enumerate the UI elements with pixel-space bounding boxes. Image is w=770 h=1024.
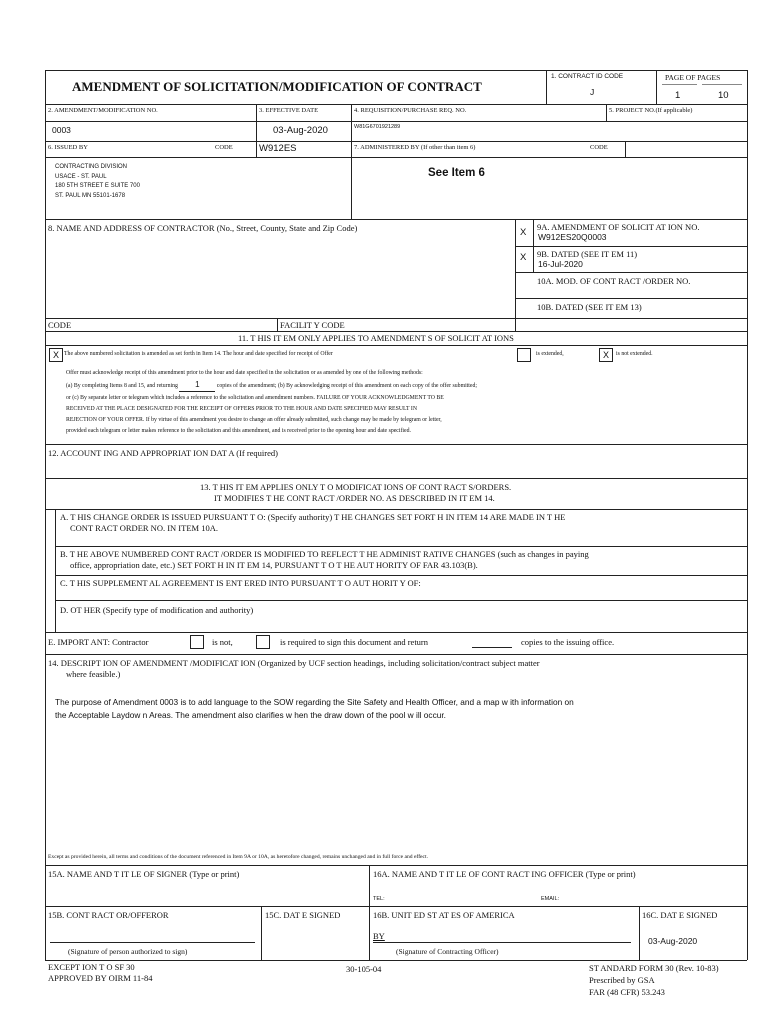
requisition-label: 4. REQUISITION/PURCHASE REQ. NO. — [354, 107, 467, 114]
item13-line1: 13. T HIS IT EM APPLIES ONLY T O MODIFICAT IONS OF CONT RACT S/ORDERS. — [200, 482, 512, 492]
is-extended-label: is extended, — [536, 351, 564, 357]
contractor-is-not-checkbox[interactable] — [190, 635, 204, 649]
offer-instructions: Offer must acknowledge receipt of this amendment prior to the hour and date specified in the solicitation or as amended by one of the following methods: (a) By completing Items 8 and 15, and returning 1 copies of the amendment; (b) By acknowledging receipt of this amendment on each copy of the offer submitted; or (c) By separate letter or telegram which includes a reference to the solicitation and amendment numbers. FAILURE OF YOUR ACKNOWLEDGMENT TO BE RECEIVED AT THE PLACE DESIGNATED FOR THE RECEIPT OF OFFERS PRIOR TO THE HOUR AND DATE SPECIFIED MAY RESULT IN REJECTION OF YOUR OFFER. If by virtue of this amendment you desire to change an offer already submitted, such change may be made by telegram or letter, provided each telegram or letter makes reference to the solicitation and this amendment, and is received prior to the opening hour and date specified. — [66, 370, 477, 435]
contractor-is-required-checkbox[interactable] — [256, 635, 270, 649]
issued-by-code: W912ES — [259, 143, 297, 154]
item10a-label: 10A. MOD. OF CONT RACT /ORDER NO. — [537, 276, 691, 286]
footer-right: ST ANDARD FORM 30 (Rev. 10-83) Prescribed by GSA FAR (48 CFR) 53.243 — [589, 963, 719, 997]
amendment-no-label: 2. AMENDMENT/MODIFICATION NO. — [48, 107, 158, 114]
contract-id-code-label: 1. CONTRACT ID CODE — [551, 73, 624, 80]
issued-by-code-label: CODE — [215, 144, 233, 151]
item-e-copies: copies to the issuing office. — [521, 637, 615, 647]
page-of-pages-label: PAGE OF PAGES — [665, 73, 721, 82]
description-line2: the Acceptable Laydow n Areas. The amendment also clarifies w hen the draw down of the pool w ill occur. — [55, 710, 446, 720]
not-extended-checkbox[interactable]: X — [599, 348, 613, 362]
amendment-no: 0003 — [52, 125, 71, 135]
item13a-line2: CONT RACT ORDER NO. IN ITEM 10A. — [70, 523, 218, 533]
is-extended-checkbox[interactable] — [517, 348, 531, 362]
item13b-line1: B. T HE ABOVE NUMBERED CONT RACT /ORDER IS MODIFIED TO REFLECT T HE ADMINIST RATIVE CHANGES (such as changes in paying — [60, 549, 589, 559]
item13b-line2: office, appropriation date, etc.) SET FORT H IN IT EM 14, PURSUANT T O T HE AUT HORITY OF FAR 43.103(B). — [70, 560, 478, 570]
item14-line1: 14. DESCRIPT ION OF AMENDMENT /MODIFICAT ION (Organized by UCF section headings, including solicitation/contract subject matter — [48, 658, 540, 668]
description-line1: The purpose of Amendment 0003 is to add language to the SOW regarding the Site Safety and Health Officer, and a map w ith information on — [55, 697, 574, 707]
item16c-value: 03-Aug-2020 — [648, 936, 698, 946]
item9b-check: X — [520, 252, 527, 263]
signature-officer-label: (Signature of Contracting Officer) — [396, 947, 499, 956]
item9a-check: X — [520, 227, 527, 238]
footer-left: EXCEPT ION T O SF 30 APPROVED BY OIRM 11-84 — [48, 962, 153, 983]
item16a-label: 16A. NAME AND T IT LE OF CONT RACT ING OFFICER (Type or print) — [373, 869, 636, 879]
signature-person-label: (Signature of person authorized to sign) — [68, 947, 188, 956]
item12-label: 12. ACCOUNT ING AND APPROPRIAT ION DAT A (If required) — [48, 448, 278, 458]
page-number: 1 — [675, 90, 681, 101]
item11-text: The above numbered solicitation is amended as set forth in Item 14. The hour and date specified for receipt of Offer — [64, 351, 333, 357]
project-no-label: 5. PROJECT NO.(If applicable) — [609, 107, 693, 114]
issued-by-address: CONTRACTING DIVISION USACE - ST. PAUL 180 5TH STREET E SUITE 700 ST. PAUL MN 55101-1678 — [55, 164, 140, 199]
code-label: CODE — [48, 320, 72, 330]
item9a-value: W912ES20Q0003 — [538, 232, 607, 242]
item15a-label: 15A. NAME AND T IT LE OF SIGNER (Type or print) — [48, 869, 240, 879]
by-label: BY — [373, 931, 385, 941]
item14-line2: where feasible.) — [66, 669, 121, 679]
administered-by-label: 7. ADMINISTERED BY (If other than item 6) — [354, 144, 476, 151]
item15c-label: 15C. DAT E SIGNED — [265, 910, 341, 920]
item16c-label: 16C. DAT E SIGNED — [642, 910, 718, 920]
facility-code-label: FACILIT Y CODE — [280, 320, 345, 330]
item16b-label: 16B. UNIT ED ST AT ES OF AMERICA — [373, 910, 515, 920]
effective-date: 03-Aug-2020 — [273, 125, 328, 136]
copies-count: 1 — [179, 379, 215, 391]
except-text: Except as provided herein, all terms and conditions of the document referenced in Item 9A or 10A, as heretofore changed, remains unchanged and in full force and effect. — [48, 854, 428, 860]
item-e-label: E. IMPORT ANT: Contractor — [48, 637, 149, 647]
item9a-label: 9A. AMENDMENT OF SOLICIT AT ION NO. — [537, 222, 700, 232]
item11-header: 11. T HIS IT EM ONLY APPLIES TO AMENDMENT S OF SOLICIT AT IONS — [238, 333, 514, 343]
item9b-label: 9B. DATED (SEE IT EM 11) — [537, 249, 638, 259]
item13d: D. OT HER (Specify type of modification and authority) — [60, 605, 254, 615]
item10b-label: 10B. DATED (SEE IT EM 13) — [537, 302, 642, 312]
form-title: AMENDMENT OF SOLICITATION/MODIFICATION OF CONTRACT — [72, 79, 482, 94]
requisition-no: W81G6701921289 — [354, 124, 401, 130]
item13-line2: IT MODIFIES T HE CONT RACT /ORDER NO. AS DESCRIBED IN IT EM 14. — [214, 493, 495, 503]
contractor-label: 8. NAME AND ADDRESS OF CONTRACTOR (No., Street, County, State and Zip Code) — [48, 223, 358, 233]
item9b-value: 16-Jul-2020 — [538, 259, 583, 269]
contract-id-code: J — [590, 87, 595, 97]
item15b-label: 15B. CONT RACT OR/OFFEROR — [48, 910, 169, 920]
item-e-isnot: is not, — [212, 637, 233, 647]
administered-code-label: CODE — [590, 144, 608, 151]
footer-center: 30-105-04 — [346, 964, 382, 974]
effective-date-label: 3. EFFECTIVE DATE — [259, 107, 319, 114]
tel-label: TEL: — [373, 896, 385, 902]
email-label: EMAIL: — [541, 896, 560, 902]
item13c: C. T HIS SUPPLEMENT AL AGREEMENT IS ENT ERED INTO PURSUANT T O AUT HORIT Y OF: — [60, 578, 421, 588]
issued-by-label: 6. ISSUED BY — [48, 144, 88, 151]
is-not-extended-label: is not extended. — [616, 351, 653, 357]
item13a-line1: A. T HIS CHANGE ORDER IS ISSUED PURSUANT T O: (Specify authority) T HE CHANGES SET FORT H IN ITEM 14 ARE MADE IN T HE — [60, 512, 566, 522]
item-e-required: is required to sign this document and return — [280, 637, 429, 647]
total-pages: 10 — [718, 90, 729, 101]
solicitation-amended-checkbox[interactable]: X — [49, 348, 63, 362]
administered-by-value: See Item 6 — [428, 167, 485, 179]
